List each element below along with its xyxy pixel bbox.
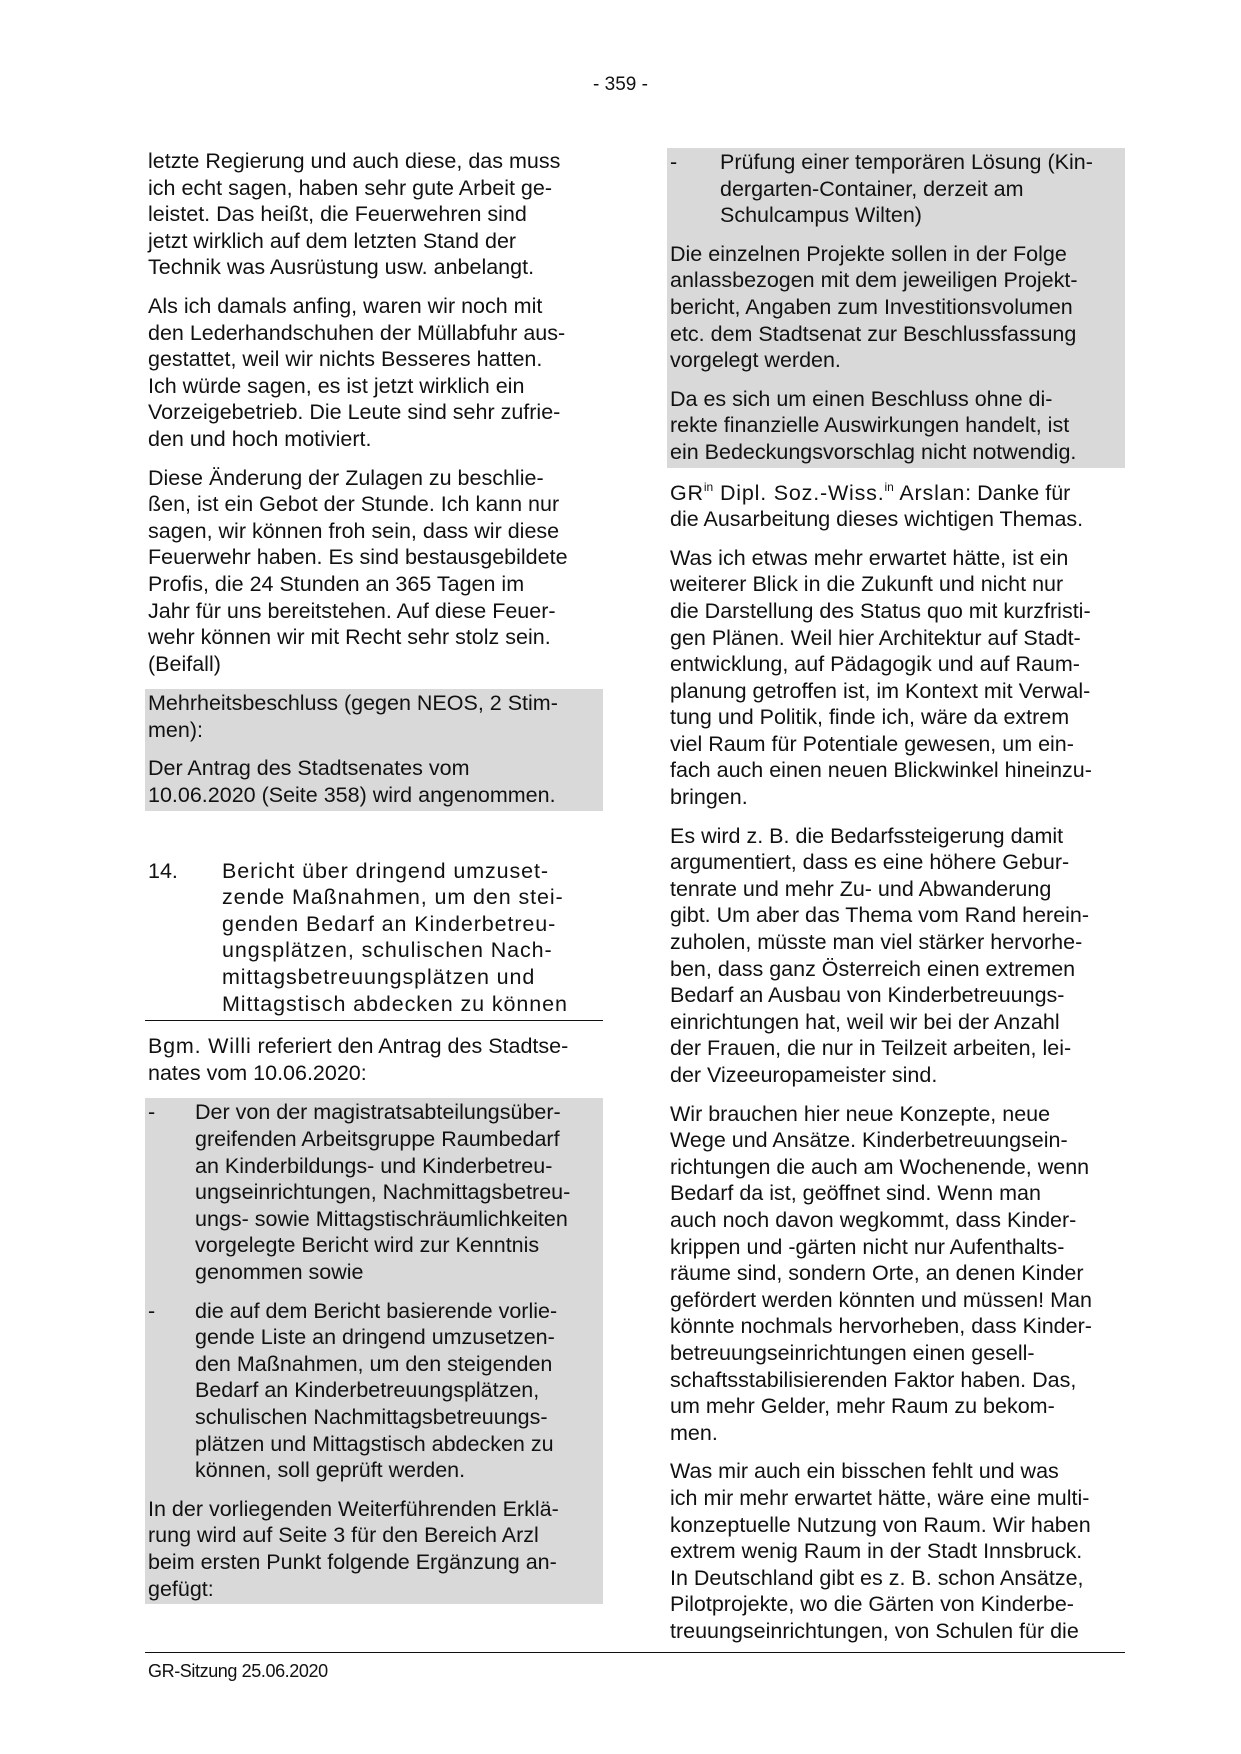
paragraph: Was ich etwas mehr erwartet hätte, ist ein weiterer Blick in die Zukunft und nicht nur die Darstellung des Status quo mit kurzfristi- gen Plänen. Weil hier Architektur auf Stadt- entwicklung, auf Pädagogik und auf Raum- planung getroffen ist, im Kontext mit Verwal- tung und Politik, finde ich, wäre da extrem viel Raum für Potentiale gewesen, um ein- fach auch einen neuen Blickwinkel hineinzu- bringen. (670, 545, 1092, 810)
paragraph: Diese Änderung der Zulagen zu beschlie- ßen, ist ein Gebot der Stunde. Ich kann nur sagen, wir können froh sein, dass wir diese Feuerwehr haben. Es sind bestausgebildete Profis, die 24 Stunden an 365 Tagen im Jahr für uns bereitstehen. Auf diese Feuer- wehr können wir mit Recht sehr stolz sein. (Beifall) (148, 465, 568, 676)
bullet-dash: - (148, 1298, 156, 1323)
footer-divider (145, 1652, 1125, 1653)
paragraph: Es wird z. B. die Bedarfssteigerung damit argumentiert, dass es eine höhere Gebur- tenrate und mehr Zu- und Abwanderung gibt. Um aber das Thema vom Rand herein- zuholen, müsste man viel stärker hervorhe- ben, dass ganz Österreich einen extremen Bedarf an Ausbau von Kinderbetreuungs- einrichtungen hat, weil wir bei der Anzahl der Frauen, die nur in Teilzeit arbeiten, lei- der Vizeeuropameister sind. (670, 823, 1090, 1087)
agenda-number: 14. (148, 858, 178, 883)
resolution-text: Der Antrag des Stadtsenates vom 10.06.2020 (Seite 358) wird angenommen. (148, 756, 556, 808)
paragraph: Als ich damals anfing, waren wir noch mit den Lederhandschuhen der Müllabfuhr aus- gestattet, weil wir nichts Besseres hatten. Ich würde sagen, es ist jetzt wirklich ein Vorzeigebetrieb. Die Leute sind sehr zufrie- den und hoch motiviert. (148, 293, 566, 451)
bullet-dash: - (148, 1100, 156, 1125)
speaker-paragraph (667, 480, 1125, 533)
motion-box (145, 1098, 603, 1604)
list-item (145, 1099, 603, 1285)
speaker-title: Dipl. Soz.-Wiss. (713, 480, 885, 505)
speaker-text: referiert den Antrag des Stadtse- nates vom 10.06.2020: (148, 1034, 569, 1085)
paragraph: letzte Regierung und auch diese, das muss ich echt sagen, haben sehr gute Arbeit ge- leistet. Das heißt, die Feuerwehren sind jetzt wirklich auf dem letzten Stand der Technik was Ausrüstung usw. anbelangt. (148, 149, 561, 280)
list-item-text: Der von der magistratsabteilungsüber- greifenden Arbeitsgruppe Raumbedarf an Kinderbildungs- und Kinderbetreu- ungseinrichtungen, Nachmittagsbetreu- ungs- sowie Mittagstischräumlichkeiten vorgelegte Bericht wird zur Kenntnis genommen sowie (195, 1100, 571, 1284)
list-item (145, 1298, 603, 1484)
list-item (667, 149, 1125, 229)
paragraph: Da es sich um einen Beschluss ohne di- rekte finanzielle Auswirkungen handelt, ist ein Bedeckungsvorschlag nicht notwendig. (670, 386, 1077, 464)
page-number: - 359 - (593, 74, 648, 95)
resolution-box (145, 689, 603, 810)
agenda-heading (145, 858, 603, 1022)
left-column (145, 148, 603, 1616)
speaker-text: : Danke für die Ausarbeitung dieses wichtigen Themas. (670, 480, 1084, 532)
paragraph: Die einzelnen Projekte sollen in der Folge anlassbezogen mit dem jeweiligen Projekt- bericht, Angaben zum Investitionsvolumen etc. dem Stadtsenat zur Beschlussfassung vorgelegt werden. (670, 241, 1078, 373)
speaker-sup: in (884, 479, 894, 494)
list-item-text: Prüfung einer temporären Lösung (Kin- dergarten-Container, derzeit am Schulcampus Wilten) (720, 150, 1093, 228)
agenda-title: Bericht über dringend umzuset- zende Maßnahmen, um den stei- genden Bedarf an Kinderbetreu- ungsplätzen, schulischen Nach- mittagsbetreuungsplätzen und Mittagstisch abdecken zu können (222, 858, 568, 1016)
resolution-label: Mehrheitsbeschluss (gegen NEOS, 2 Stim- men): (148, 691, 558, 742)
speaker-name: Bgm. Willi (148, 1034, 252, 1059)
speaker-sup: in (703, 479, 714, 494)
motion-box-continued (667, 148, 1125, 468)
speaker-gr: GR (670, 480, 704, 505)
paragraph: Wir brauchen hier neue Konzepte, neue Wege und Ansätze. Kinderbetreuungsein- richtungen die auch am Wochenende, wenn Bedarf da ist, geöffnet sind. Wenn man auch noch davon wegkommt, dass Kinder- krippen und -gärten nicht nur Aufenthalts- räume sind, sondern Orte, an denen Kinder gefördert werden könnten und müssen! Man könnte nochmals hervorheben, dass Kinder- betreuungseinrichtungen einen gesell- schaftsstabilisierenden Faktor haben. Das, um mehr Gelder, mehr Raum zu bekom- men. (670, 1101, 1092, 1445)
list-item-text: die auf dem Bericht basierende vorlie- gende Liste an dringend umzusetzen- den Maßnahmen, um den steigenden Bedarf an Kinderbetreuungsplätzen, schulischen Nachmittagsbetreuungs- plätzen und Mittagstisch abdecken zu können, soll geprüft werden. (195, 1298, 558, 1483)
paragraph: Was mir auch ein bisschen fehlt und was ich mir mehr erwartet hätte, wäre eine multi- konzeptuelle Nutzung von Raum. Wir haben extrem wenig Raum in der Stadt Innsbruck. In Deutschland gibt es z. B. schon Ansätze, Pilotprojekte, wo die Gärten von Kinderbe- treuungseinrichtungen, von Schulen für die (670, 1459, 1091, 1643)
bullet-dash: - (670, 150, 678, 174)
paragraph: In der vorliegenden Weiterführenden Erklä- rung wird auf Seite 3 für den Bereich Arzl beim ersten Punkt folgende Ergänzung an- gefügt: (148, 1496, 559, 1601)
speaker-paragraph (145, 1033, 603, 1086)
footer-text: GR-Sitzung 25.06.2020 (148, 1661, 328, 1681)
speaker-name: Arslan (893, 480, 966, 505)
right-column (667, 148, 1125, 1656)
